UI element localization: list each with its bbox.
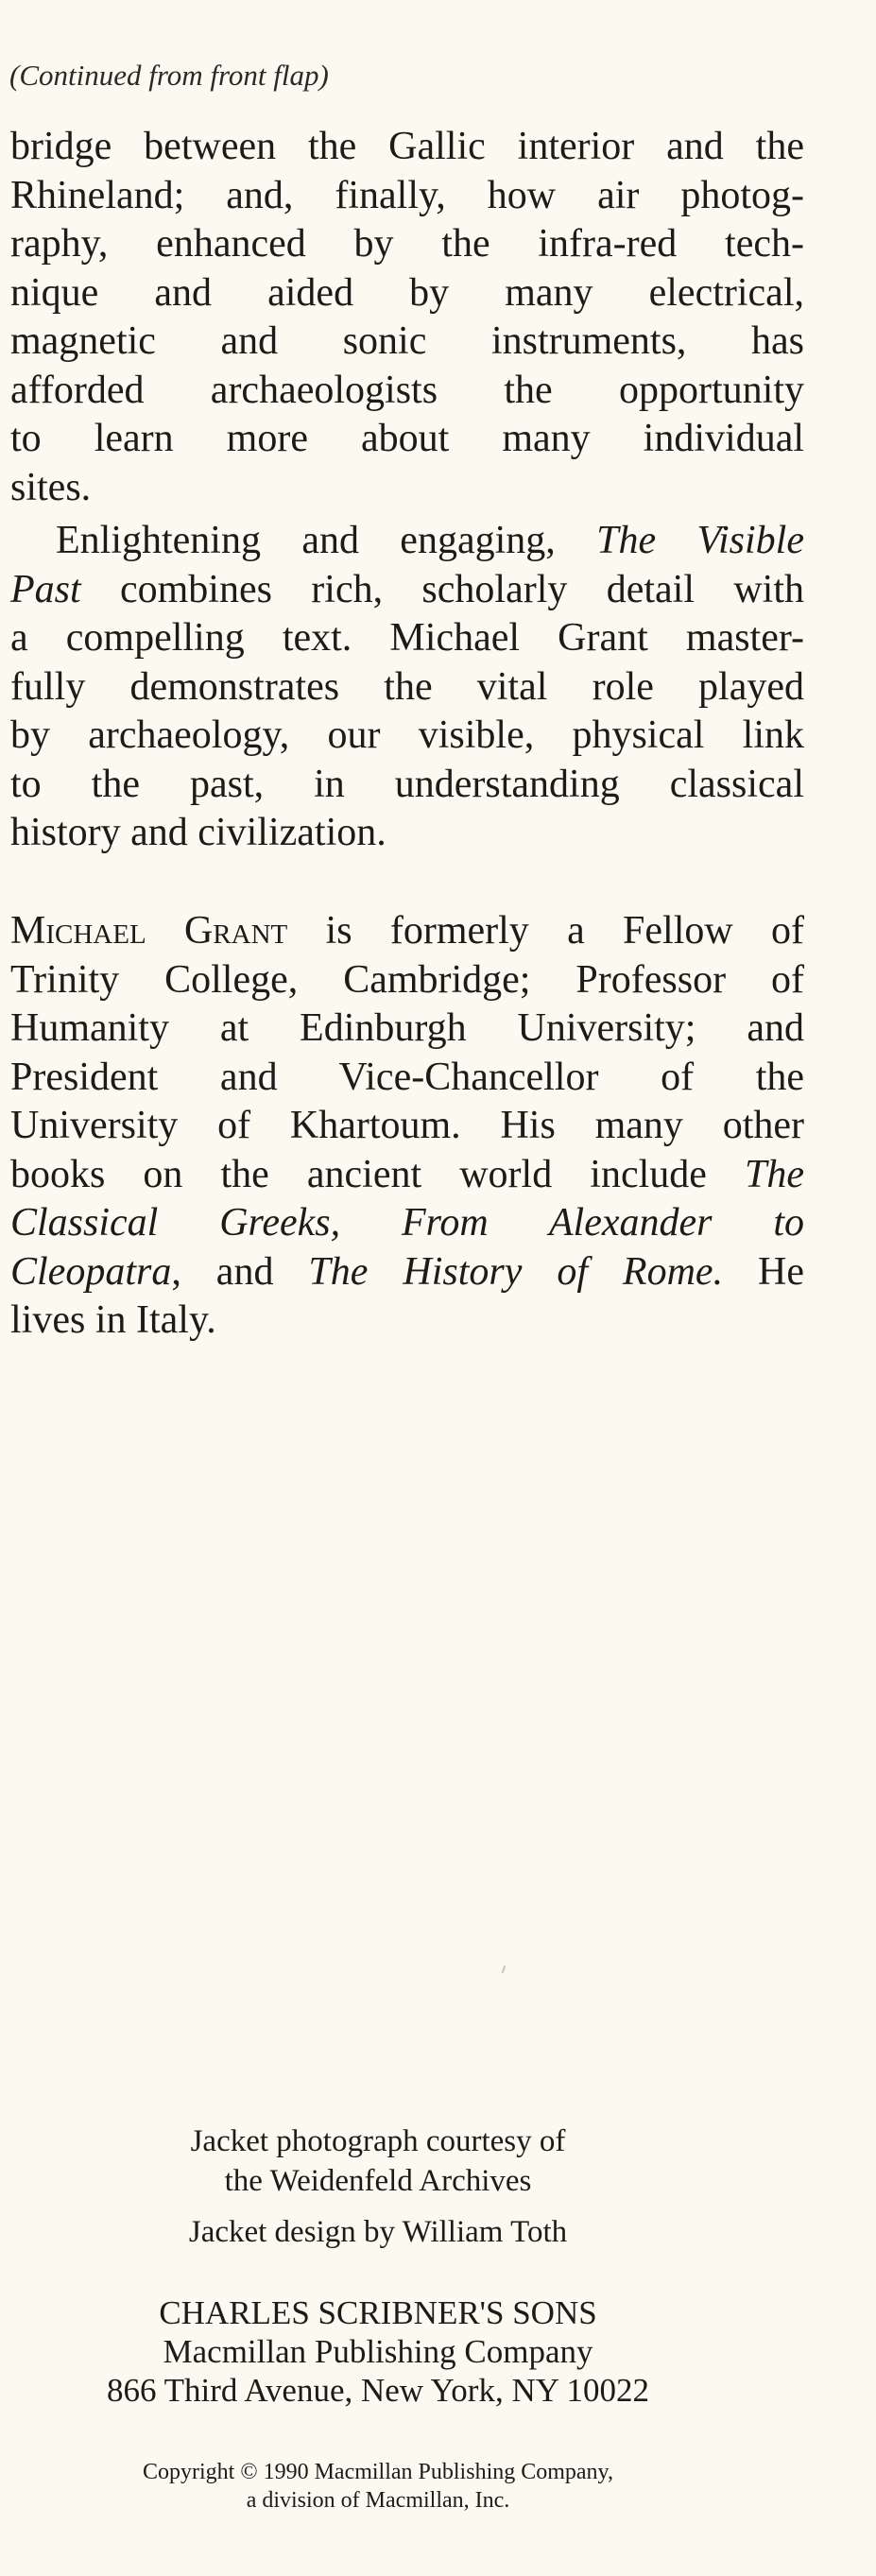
text-line: fully demonstrates the vital role played	[10, 664, 804, 709]
text-line: magnetic and sonic instruments, has	[10, 319, 804, 363]
text-line	[10, 566, 804, 615]
spacer	[38, 2201, 718, 2212]
text-segment: books on the ancient world include	[10, 1152, 745, 1196]
text-line: to learn more about many individual	[10, 417, 804, 460]
book-title: Classical Greeks, From Alexander to	[10, 1201, 804, 1245]
text-line	[10, 1199, 804, 1248]
summary-paragraph	[10, 517, 804, 858]
publisher-name: CHARLES SCRIBNER'S SONS	[159, 2294, 597, 2331]
text-line: lives in Italy.	[10, 1298, 216, 1342]
copyright-line: Copyright © 1990 Macmillan Publishing Company,	[143, 2460, 613, 2484]
book-title: The Visible	[596, 519, 804, 562]
text-segment: combines rich, scholarly detail with	[80, 567, 804, 611]
continued-note: (Continued from front flap)	[9, 59, 329, 92]
text-line	[10, 1248, 804, 1297]
text-line: Trinity College, Cambridge; Professor of	[10, 957, 804, 1002]
text-line: sites.	[10, 465, 92, 509]
paper-speck	[502, 1966, 507, 1973]
text-line	[10, 907, 804, 956]
text-line: history and civilization.	[10, 811, 386, 854]
photo-credit-line: Jacket photograph courtesy of	[190, 2124, 566, 2158]
text-line: raphy, enhanced by the infra-red tech-	[10, 222, 804, 266]
publisher-company: Macmillan Publishing Company	[163, 2333, 593, 2370]
text-segment: Enlightening and engaging,	[56, 519, 597, 562]
text-line: President and Vice-Chancellor of the	[10, 1055, 804, 1099]
description-paragraph-continued	[10, 123, 804, 512]
text-line: Rhineland; and, finally, how air photog-	[10, 173, 804, 217]
text-line	[10, 1151, 804, 1200]
author-bio	[10, 907, 804, 1346]
text-segment: He	[723, 1249, 804, 1294]
text-segment: , and	[171, 1249, 309, 1294]
text-line: nique and aided by many electrical,	[10, 270, 804, 315]
jacket-credits	[38, 2121, 718, 2252]
publisher-address: 866 Third Avenue, New York, NY 10022	[107, 2372, 649, 2409]
copyright-notice	[38, 2458, 718, 2515]
book-title: Cleopatra	[10, 1249, 172, 1294]
book-title: Past	[10, 567, 81, 611]
design-credit-line: Jacket design by William Toth	[188, 2215, 568, 2249]
text-line	[10, 517, 804, 566]
copyright-line: a division of Macmillan, Inc.	[246, 2488, 510, 2513]
text-line: afforded archaeologists the opportunity	[10, 368, 804, 412]
text-line: Humanity at Edinburgh University; and	[10, 1006, 804, 1050]
publisher-block	[38, 2293, 718, 2410]
text-segment: is formerly a Fellow of	[287, 909, 805, 953]
text-line: by archaeology, our visible, physical link	[10, 713, 804, 757]
author-name: Michael Grant	[10, 909, 288, 953]
text-line: a compelling text. Michael Grant master-	[10, 616, 804, 660]
text-line: bridge between the Gallic interior and the	[10, 125, 804, 168]
photo-credit-line: the Weidenfeld Archives	[224, 2164, 532, 2198]
text-line: University of Khartoum. His many other	[10, 1104, 804, 1147]
book-title: The History of Rome.	[308, 1249, 724, 1294]
book-title: The	[745, 1152, 804, 1196]
text-line: to the past, in understanding classical	[10, 762, 804, 806]
